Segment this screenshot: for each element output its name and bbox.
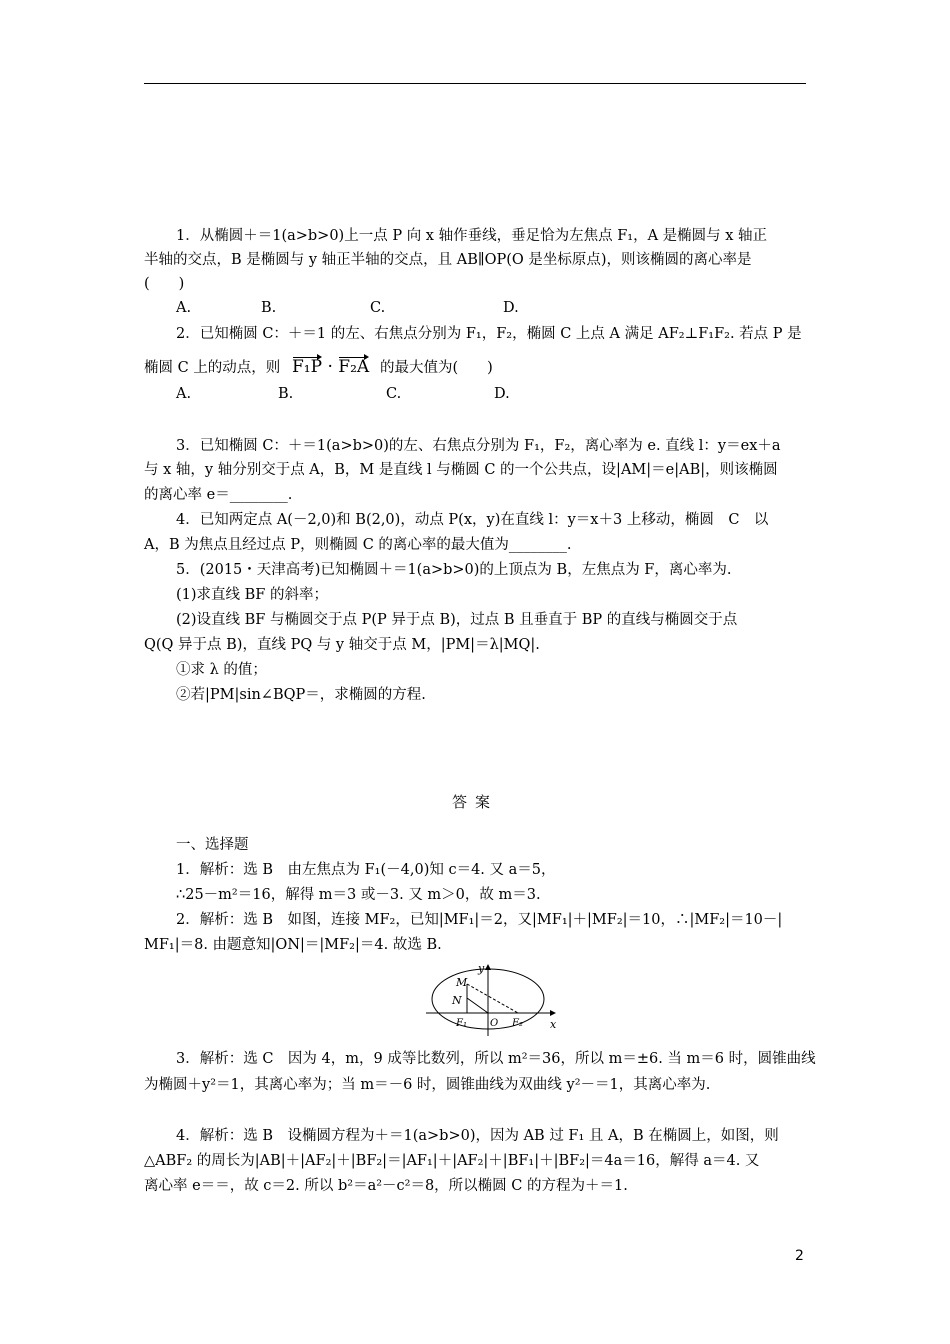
a2-line-1: 2．解析：选 B 如图，连接 MF₂，已知|MF₁|＝2，又|MF₁|＋|MF₂|＝10，∴|MF₂|＝10－| bbox=[176, 912, 783, 928]
segment-on bbox=[467, 998, 488, 1013]
q2-option-a: A. bbox=[176, 386, 192, 402]
a4-line-1: 4．解析：选 B 设椭圆方程为＋＝1(a>b>0)，因为 AB 过 F₁ 且 A，B 在椭圆上，如图，则 bbox=[176, 1128, 779, 1144]
q3-line-1: 3．已知椭圆 C：＋＝1(a>b>0)的左、右焦点分别为 F₁，F₂，离心率为 e. 直线 l：y＝ex＋a bbox=[176, 438, 781, 454]
label-n: N bbox=[452, 994, 462, 1007]
a3-line-1: 3．解析：选 C 因为 4，m，9 成等比数列，所以 m²＝36，所以 m＝±6. 当 m＝6 时，圆锥曲线 bbox=[176, 1051, 816, 1067]
dot-operator: · bbox=[327, 357, 333, 377]
q2-line-1: 2．已知椭圆 C：＋＝1 的左、右焦点分别为 F₁，F₂，椭圆 C 上点 A 满足 AF₂⊥F₁F₂. 若点 P 是 bbox=[176, 326, 802, 342]
header-rule bbox=[144, 83, 806, 84]
q5-line-2: (1)求直线 BF 的斜率； bbox=[176, 587, 328, 603]
a1-line-2: ∴25－m²＝16，解得 m＝3 或－3. 又 m＞0，故 m＝3. bbox=[176, 887, 541, 903]
label-y: y bbox=[478, 962, 485, 975]
a4-line-3: 离心率 e＝＝，故 c＝2. 所以 b²＝a²－c²＝8，所以椭圆 C 的方程为＋＝1. bbox=[144, 1178, 628, 1194]
q2-vector-product bbox=[292, 355, 369, 379]
q4-line-1: 4．已知两定点 A(－2,0)和 B(2,0)，动点 P(x，y)在直线 l：y＝x＋3 上移动，椭圆 C 以 bbox=[176, 512, 769, 528]
q1-line-2: 半轴的交点，B 是椭圆与 y 轴正半轴的交点，且 AB∥OP(O 是坐标原点)，则该椭圆的离心率是 bbox=[144, 252, 752, 268]
q2-line-2b: 的最大值为( ) bbox=[380, 360, 493, 376]
a2-line-2: MF₁|＝8. 由题意知|ON|＝|MF₂|＝4. 故选 B. bbox=[144, 937, 442, 953]
q1-option-c: C. bbox=[370, 300, 386, 316]
label-o: O bbox=[490, 1018, 499, 1029]
q5-line-3: (2)设直线 BF 与椭圆交于点 P(P 异于点 B)，过点 B 且垂直于 BP 的直线与椭圆交于点 bbox=[176, 612, 738, 628]
q2-option-d: D. bbox=[494, 386, 510, 402]
segment-mf2-dashed bbox=[467, 984, 518, 1013]
vector-f2a: F₂A bbox=[338, 357, 370, 377]
q3-line-3: 的离心率 e＝________. bbox=[144, 487, 293, 503]
a4-line-2: △ABF₂ 的周长为|AB|＋|AF₂|＋|BF₂|＝|AF₁|＋|AF₂|＋|BF₁|＋|BF₂|＝4a＝16，解得 a＝4. 又 bbox=[144, 1153, 760, 1169]
q2-option-c: C. bbox=[386, 386, 402, 402]
label-m: M bbox=[456, 976, 468, 989]
label-f1: F₁ bbox=[456, 1018, 467, 1029]
answers-title: 答案 bbox=[451, 793, 498, 811]
q5-line-5: ①求 λ 的值； bbox=[176, 662, 267, 678]
q1-option-d: D. bbox=[503, 300, 519, 316]
q5-line-1: 5．(2015・天津高考)已知椭圆＋＝1(a>b>0)的上顶点为 B，左焦点为 F，离心率为. bbox=[176, 562, 732, 578]
a3-line-2: 为椭圆＋y²＝1，其离心率为；当 m＝－6 时，圆锥曲线为双曲线 y²－＝1，其离心率为. bbox=[144, 1077, 711, 1093]
q5-line-4: Q(Q 异于点 B)，直线 PQ 与 y 轴交于点 M，|PM|＝λ|MQ|. bbox=[144, 637, 540, 653]
answers-section: 一、选择题 bbox=[176, 837, 249, 853]
label-x: x bbox=[550, 1018, 557, 1031]
y-axis-arrow bbox=[485, 964, 491, 970]
q4-line-2: A，B 为焦点且经过点 P，则椭圆 C 的离心率的最大值为________. bbox=[144, 537, 572, 553]
vector-f1p: F₁P bbox=[292, 357, 323, 377]
page-number: 2 bbox=[795, 1248, 804, 1264]
q5-line-6: ②若|PM|sin∠BQP＝，求椭圆的方程. bbox=[176, 687, 426, 703]
q2-option-b: B. bbox=[278, 386, 294, 402]
ellipse-figure bbox=[422, 958, 562, 1038]
q1-line-3: ( ) bbox=[144, 276, 185, 292]
q2-line-2a: 椭圆 C 上的动点，则 bbox=[144, 360, 281, 376]
q1-option-b: B. bbox=[261, 300, 277, 316]
x-axis-arrow bbox=[550, 1010, 556, 1016]
q1-option-a: A. bbox=[176, 300, 192, 316]
q3-line-2: 与 x 轴，y 轴分别交于点 A，B，M 是直线 l 与椭圆 C 的一个公共点，设|AM|＝e|AB|，则该椭圆 bbox=[144, 462, 778, 478]
a1-line-1: 1．解析：选 B 由左焦点为 F₁(－4,0)知 c＝4. 又 a＝5， bbox=[176, 862, 556, 878]
label-f2: F₂ bbox=[512, 1018, 523, 1029]
q1-line-1: 1．从椭圆＋＝1(a>b>0)上一点 P 向 x 轴作垂线，垂足恰为左焦点 F₁，A 是椭圆与 x 轴正 bbox=[176, 228, 768, 244]
